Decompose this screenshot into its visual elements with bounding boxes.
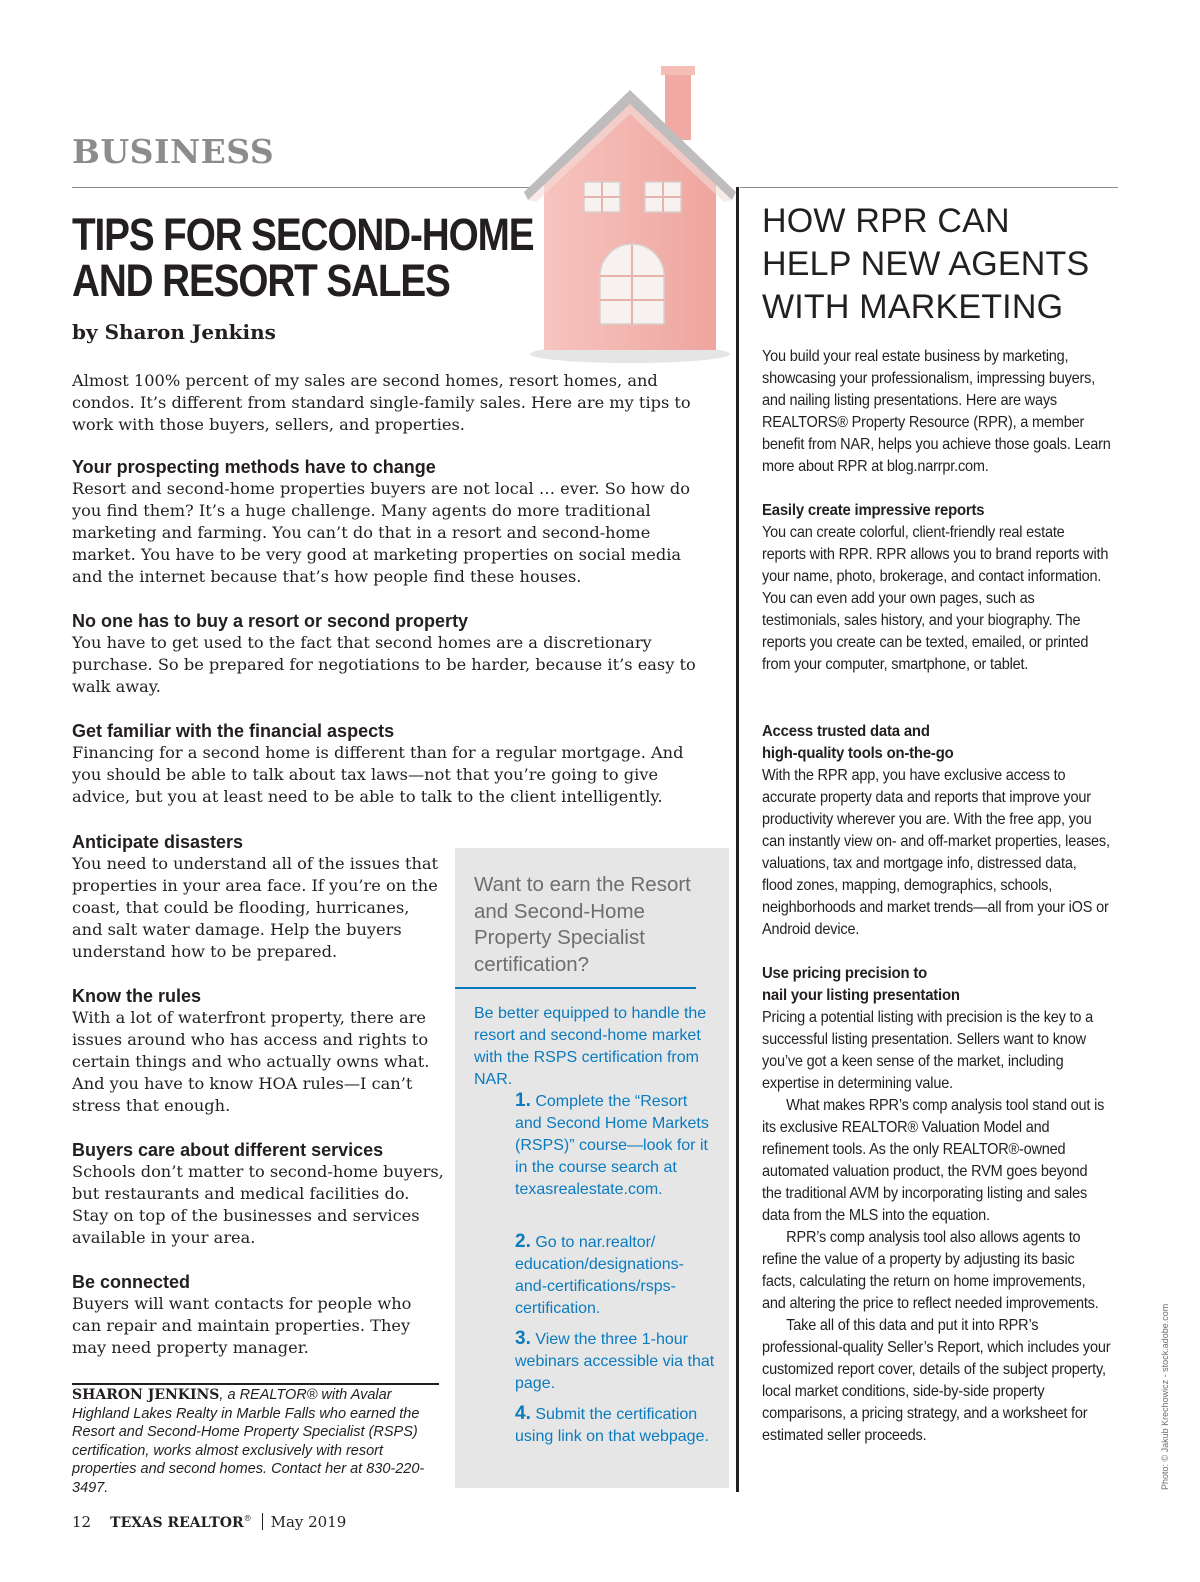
tip bbox=[72, 610, 712, 698]
registered-mark: ® bbox=[243, 1514, 252, 1523]
tip bbox=[72, 720, 712, 808]
author-name: SHARON JENKINS bbox=[72, 1387, 220, 1403]
rpr-title-line: HELP NEW AGENTS bbox=[762, 245, 1090, 283]
house-illustration bbox=[510, 62, 750, 367]
footer-separator bbox=[262, 1513, 263, 1530]
photo-credit: Photo: © Jakub Krechowicz - stock.adobe.com bbox=[1160, 1303, 1170, 1490]
step-text: Complete the “Resort and Second Home Markets (RSPS)” course—look for it in the course search at texasrealestate.com. bbox=[515, 1093, 709, 1198]
sidebar-step bbox=[515, 1231, 715, 1320]
header-rule-right bbox=[740, 187, 1118, 188]
header-rule-left bbox=[72, 187, 532, 188]
sidebar-intro: Be better equipped to handle the resort and second-home market with the RSPS certification from NAR. bbox=[474, 1005, 707, 1088]
rpr-section-heading: nail your listing presentation bbox=[762, 987, 960, 1004]
tip bbox=[72, 1139, 444, 1249]
article-title-line: AND RESORT SALES bbox=[72, 255, 450, 306]
step-text: Go to nar.realtor/ education/designations-and-certifications/rsps-certification. bbox=[515, 1234, 685, 1317]
step-text: Submit the certification using link on that webpage. bbox=[515, 1406, 709, 1445]
tip-body: Resort and second-home properties buyers are not local … ever. So how do you find them? It’s a huge challenge. Many agents do more traditional marketing and farming. You can’t do that in a resort and second-home market. You have to be very good at marketing properties on social media and the internet because that’s how people find these houses. bbox=[72, 479, 690, 586]
article-lead: Almost 100% percent of my sales are second homes, resort homes, and condos. It’s different from standard single-family sales. Here are my tips to work with those buyers, sellers, and properties. bbox=[72, 371, 691, 434]
rpr-section bbox=[762, 500, 1111, 676]
rpr-paragraph: With the RPR app, you have exclusive access to accurate property data and reports that improve your productivity wherever you are. With the free app, you can instantly view on- and off-market properties, leases, valuations, tax and mortgage info, distressed data, flood zones, mapping, demographics, schools, neighborhoods and market trends—all from your iOS or Android device. bbox=[762, 767, 1110, 938]
rpr-paragraph: What makes RPR’s comp analysis tool stand out is its exclusive REALTOR® Valuation Model and refinement tools. As the only REALTOR®-owned automated valuation product, the RVM goes beyond the traditional AVM by incorporating listing and sales data from the MLS into the equation. bbox=[762, 1097, 1105, 1224]
sidebar-rule bbox=[455, 987, 696, 989]
tip-body: You need to understand all of the issues that properties in your area face. If you’re on the coast, that could be flooding, hurricanes, and salt water damage. Help the buyers understand how to be prepared. bbox=[72, 854, 439, 961]
tip-heading: Your prospecting methods have to change bbox=[72, 457, 436, 477]
sidebar-heading: Want to earn the Resort and Second-Home Property Specialist certification? bbox=[474, 873, 691, 976]
rpr-title bbox=[762, 200, 1142, 329]
sidebar-step bbox=[515, 1328, 715, 1395]
step-text: View the three 1-hour webinars accessible via that page. bbox=[515, 1331, 715, 1392]
rpr-section-heading: Easily create impressive reports bbox=[762, 502, 985, 519]
rpr-title-line: HOW RPR CAN bbox=[762, 202, 1010, 240]
tip-heading: Know the rules bbox=[72, 986, 202, 1006]
issue-date: May 2019 bbox=[270, 1513, 347, 1531]
rpr-section bbox=[762, 963, 1111, 1447]
tip-heading: No one has to buy a resort or second property bbox=[72, 611, 469, 631]
rpr-section-heading: high-quality tools on-the-go bbox=[762, 745, 954, 762]
tip bbox=[72, 1271, 444, 1359]
tip-heading: Be connected bbox=[72, 1272, 191, 1292]
section-label: BUSINESS bbox=[72, 132, 275, 171]
article-title-line: TIPS FOR SECOND-HOME bbox=[72, 209, 534, 260]
step-number: 1. bbox=[515, 1090, 531, 1111]
sidebar-step bbox=[515, 1403, 715, 1448]
step-number: 3. bbox=[515, 1328, 531, 1349]
article-title bbox=[72, 209, 534, 306]
rpr-section-heading: Use pricing precision to bbox=[762, 965, 928, 982]
byline: by Sharon Jenkins bbox=[72, 320, 276, 344]
author-bio bbox=[72, 1386, 444, 1497]
tip bbox=[72, 985, 444, 1117]
rpr-section bbox=[762, 721, 1111, 941]
tip-body: Schools don’t matter to second-home buyers, but restaurants and medical facilities do. Stay on top of the businesses and services available in your area. bbox=[72, 1162, 444, 1247]
step-number: 4. bbox=[515, 1403, 531, 1424]
author-bio-text: , a REALTOR® with Avalar Highland Lakes Realty in Marble Falls who earned the Resort and Second-Home Property Specialist (RSPS) certification, works almost exclusively with resort properties and second homes. Contact her at 830-220-3497. bbox=[72, 1387, 425, 1496]
magazine-name: TEXAS REALTOR bbox=[110, 1515, 244, 1531]
rpr-paragraph: Pricing a potential listing with precision is the key to a successful listing presentation. Sellers want to know you’ve got a keen sense of the market, including expertise in determining value. bbox=[762, 1009, 1093, 1092]
tip bbox=[72, 831, 444, 963]
page-footer bbox=[72, 1513, 346, 1531]
rpr-intro: You build your real estate business by marketing, showcasing your professionalism, impressing buyers, and nailing listing presentations. Here are ways REALTORS® Property Resource (RPR), a member benefit from NAR, helps you achieve those goals. Learn more about RPR at blog.narrpr.com. bbox=[762, 348, 1111, 475]
tip-body: Financing for a second home is different than for a regular mortgage. And you should be able to talk about tax laws—not that you’re going to give advice, but you at least need to be able to talk to the client intelligently. bbox=[72, 743, 684, 806]
tip bbox=[72, 456, 712, 588]
tip-body: With a lot of waterfront property, there are issues around who has access and rights to certain things and who actually owns what. And you have to know HOA rules—I can’t stress that enough. bbox=[72, 1008, 430, 1115]
tip-heading: Get familiar with the financial aspects bbox=[72, 721, 395, 741]
page-number: 12 bbox=[72, 1513, 92, 1531]
column-divider bbox=[736, 187, 739, 1492]
tip-body: Buyers will want contacts for people who can repair and maintain properties. They may need property manager. bbox=[72, 1294, 412, 1357]
rpr-paragraph: You can create colorful, client-friendly real estate reports with RPR. RPR allows you to brand reports with your name, photo, brokerage, and contact information. You can even add your own pages, such as testimonials, sales history, and your biography. The reports you create can be texted, emailed, or printed from your computer, smartphone, or tablet. bbox=[762, 524, 1109, 673]
step-number: 2. bbox=[515, 1231, 531, 1252]
sidebar-step bbox=[515, 1090, 715, 1201]
rpr-title-line: WITH MARKETING bbox=[762, 288, 1064, 326]
tip-heading: Buyers care about different services bbox=[72, 1140, 384, 1160]
rpr-paragraph: RPR’s comp analysis tool also allows agents to refine the value of a property by adjusting its basic facts, calculating the return on home improvements, and altering the price to reflect needed improvements. bbox=[762, 1229, 1099, 1312]
author-rule bbox=[72, 1383, 439, 1385]
rpr-paragraph: Take all of this data and put it into RPR’s professional-quality Seller’s Report, which includes your customized report cover, details of the subject property, local market conditions, side-by-side property comparisons, a pricing strategy, and a worksheet for estimated seller proceeds. bbox=[762, 1317, 1111, 1444]
tip-body: You have to get used to the fact that second homes are a discretionary purchase. So be prepared for negotiations to be harder, because it’s easy to walk away. bbox=[72, 633, 696, 696]
rpr-section-heading: Access trusted data and bbox=[762, 723, 930, 740]
tip-heading: Anticipate disasters bbox=[72, 832, 244, 852]
